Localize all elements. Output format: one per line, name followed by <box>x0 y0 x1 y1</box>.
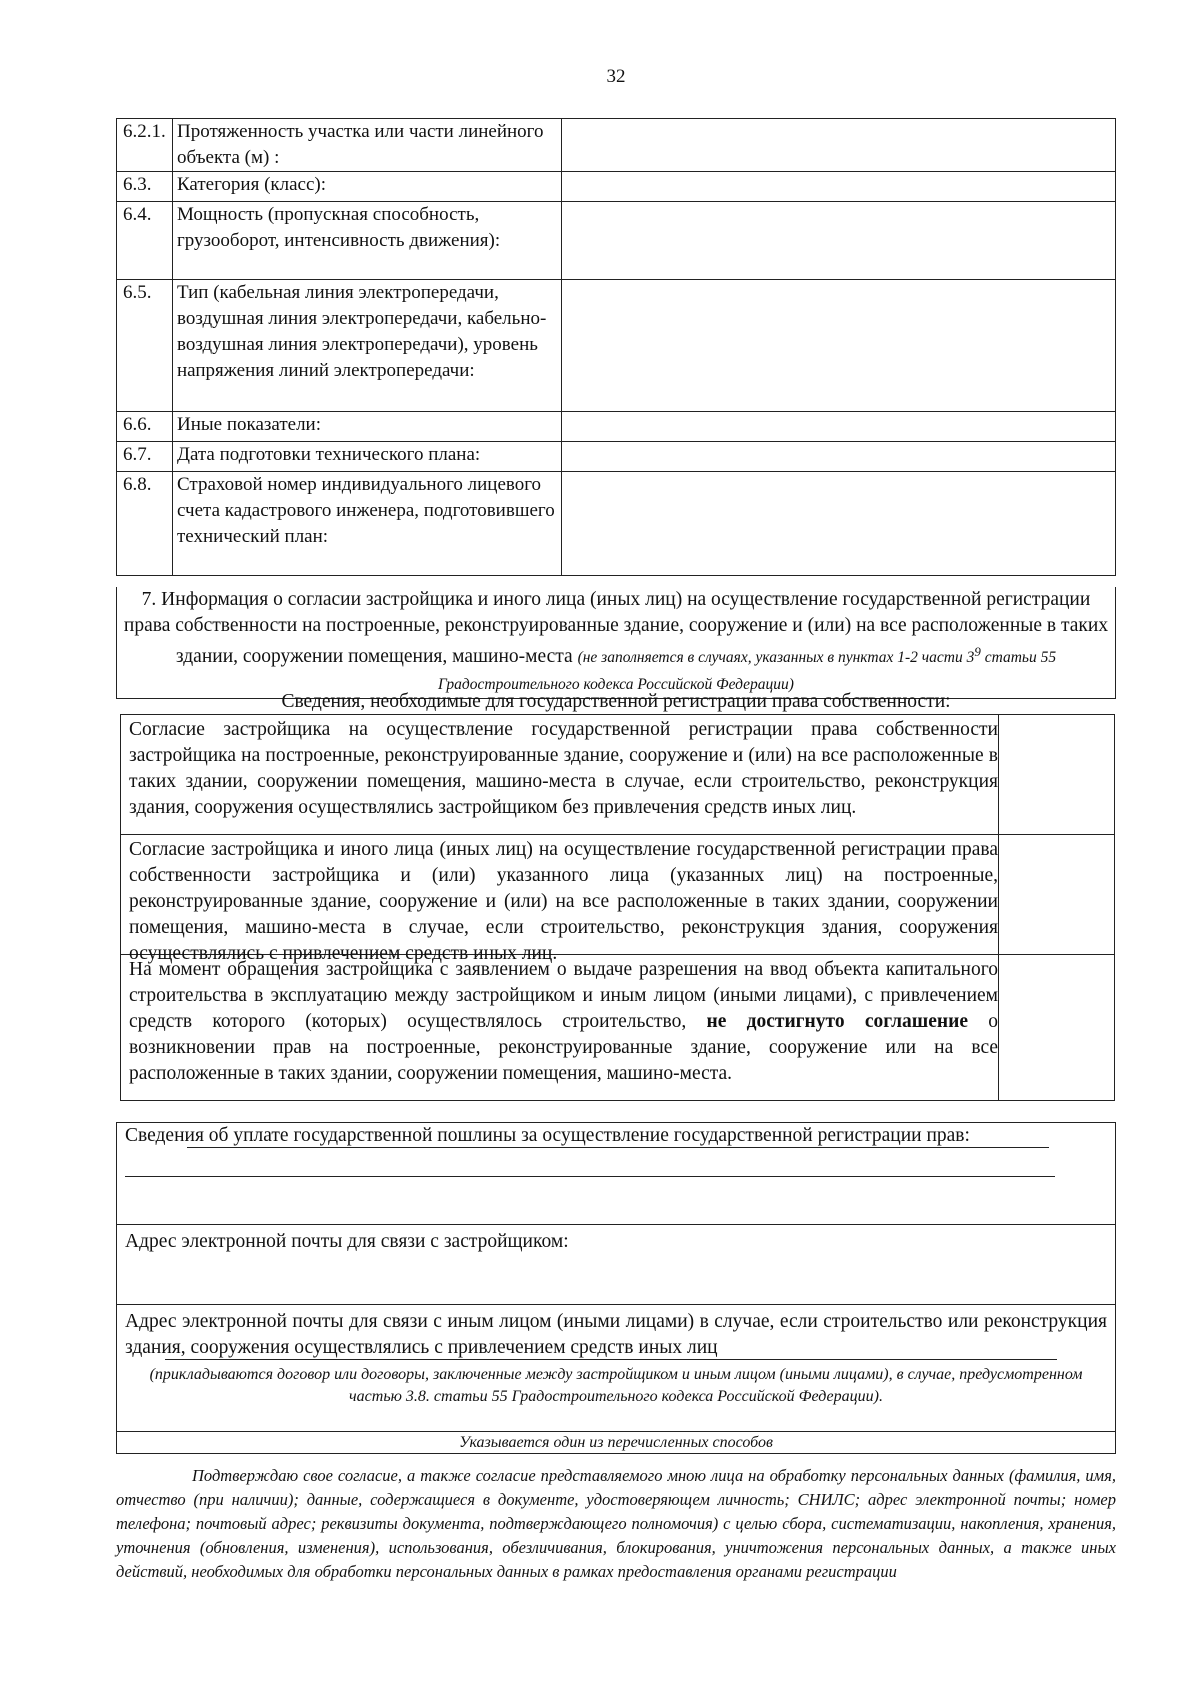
other-email-label: Адрес электронной почты для связи с иным лицом (иными лицами) в случае, если строительство или реконструкция здания, сооружения осуществлялись с привлечением средств иных лиц <box>125 1311 1107 1358</box>
row-label: Страховой номер индивидуального лицевого счета кадастрового инженера, подготовившего технический план: <box>173 472 562 576</box>
method-note: Указывается один из перечисленных способов <box>117 1431 1115 1453</box>
table-row <box>117 172 1116 202</box>
consent-option-checkbox[interactable] <box>999 955 1114 1100</box>
row-value-field[interactable] <box>562 202 1116 280</box>
row-label: Дата подготовки технического плана: <box>173 442 562 472</box>
other-email-box <box>117 1304 1115 1431</box>
developer-email-box <box>117 1224 1115 1304</box>
row-value-field[interactable] <box>562 119 1116 172</box>
table-row <box>117 472 1116 576</box>
consent-options <box>120 714 1115 1101</box>
section-7-subtitle: Сведения, необходимые для государственной регистрации права собственности: <box>281 691 951 712</box>
contact-info-section <box>116 1122 1116 1454</box>
consent-option-no-agreement <box>121 955 1114 1100</box>
row-number: 6.7. <box>117 442 173 472</box>
row-label: Иные показатели: <box>173 412 562 442</box>
row-number: 6.4. <box>117 202 173 280</box>
row-number: 6.5. <box>117 280 173 412</box>
consent-option-checkbox[interactable] <box>999 835 1114 954</box>
row-number: 6.3. <box>117 172 173 202</box>
row-number: 6.2.1. <box>117 119 173 172</box>
table-row <box>117 280 1116 412</box>
consent-option-text: Согласие застройщика на осуществление государственной регистрации права собственности застройщика на построенные, реконструированные здание, сооружение и (или) на все расположенные в таких здании, сооружении помещения, машино-места в случае, если строительство, реконструкция здания, сооружения осуществлялись застройщиком без привлечения средств иных лиц. <box>121 715 999 834</box>
personal-data-consent: Подтверждаю свое согласие, а также согласие представляемого мною лица на обработку персональных данных (фамилия, имя, отчество (при наличии); данные, содержащиеся в документе, удостоверяющем личность; СНИЛС; адрес электронной почты; номер телефона; почтовый адрес; реквизиты документа, подтверждающего полномочия) с целью сбора, систематизации, накопления, хранения, уточнения (обновления, изменения), использования, обезличивания, блокирования, уничтожения персональных данных, а также иных действий, необходимых для обработки персональных данных в рамках предоставления органами регистрации <box>116 1466 1116 1581</box>
consent-option-text: Согласие застройщика и иного лица (иных лиц) на осуществление государственной регистрации права собственности застройщика и (или) указанного лица (указанных лиц) на построенные, реконструированные здание, сооружение и (или) на все расположенные в таких здании, сооружении помещения, машино-места в случае, если строительство, реконструкция здания, сооружения осуществлялись с привлечением средств иных лиц. <box>121 835 999 954</box>
row-value-field[interactable] <box>562 280 1116 412</box>
fee-info-box <box>117 1122 1115 1224</box>
table-row <box>117 119 1116 172</box>
consent-option-developer <box>121 715 1114 835</box>
other-email-note: (прикладываются договор или договоры, заключенные между застройщиком и иным лицом (иными лицами), в случае, предусмотренном частью 3.8. статьи 55 Градостроительного кодекса Российской Федерации). <box>149 1366 1083 1405</box>
fee-info-field-line-2[interactable] <box>125 1154 1055 1177</box>
section-7-note-superscript: 9 <box>974 644 981 659</box>
consent-option-checkbox[interactable] <box>999 715 1114 834</box>
consent-option-developer-and-others <box>121 835 1114 964</box>
consent-option-text-end: о возникновении прав на построенные, реконструированные здание, сооружение или на все расположенные в таких здании, сооружении помещения, машино-места. <box>129 1011 999 1084</box>
row-label: Мощность (пропускная способность, грузооборот, интенсивность движения): <box>173 202 562 280</box>
table-row <box>117 412 1116 442</box>
row-number: 6.8. <box>117 472 173 576</box>
section-7-title: 7. Информация о согласии застройщика и иного лица (иных лиц) на осуществление государственной регистрации права собственности на построенные, реконструированные здание, сооружение и (или) на все расположенные в таких здании, сооружении помещения, машино-места <box>123 589 1109 668</box>
fee-info-label: Сведения об уплате государственной пошлины за осуществление государственной регистрации прав: <box>125 1125 970 1146</box>
row-label: Категория (класс): <box>173 172 562 202</box>
developer-email-label: Адрес электронной почты для связи с застройщиком: <box>125 1231 569 1252</box>
row-value-field[interactable] <box>562 172 1116 202</box>
row-label: Тип (кабельная линия электропередачи, воздушная линия электропередачи, кабельно-воздушная линия электропередачи), уровень напряжения линий электропередачи: <box>173 280 562 412</box>
row-value-field[interactable] <box>562 472 1116 576</box>
row-value-field[interactable] <box>562 442 1116 472</box>
technical-plan-table <box>116 118 1116 576</box>
developer-email-field[interactable] <box>125 1255 1107 1303</box>
section-7-note-text-end: статьи 55 Градостроительного кодекса Российской Федерации) <box>438 649 1057 694</box>
consent-option-text <box>121 955 999 1100</box>
table-row <box>117 202 1116 280</box>
row-label: Протяженность участка или части линейного объекта (м) : <box>173 119 562 172</box>
section-7-note-text: (не заполняется в случаях, указанных в пунктах 1-2 части 3 <box>577 649 975 667</box>
table-row <box>117 442 1116 472</box>
section-7-header <box>116 587 1116 699</box>
page-number: 32 <box>606 66 626 87</box>
row-number: 6.6. <box>117 412 173 442</box>
consent-option-bold-text: не достигнуто соглашение <box>706 1011 969 1032</box>
consent-option-text-start: На момент обращения застройщика с заявлением о выдаче разрешения на ввод объекта капитального строительства в эксплуатацию между застройщиком и иным лицом (иными лицами), с привлечением средств которого (которых) осуществлялось строительство, <box>129 959 998 1032</box>
row-value-field[interactable] <box>562 412 1116 442</box>
